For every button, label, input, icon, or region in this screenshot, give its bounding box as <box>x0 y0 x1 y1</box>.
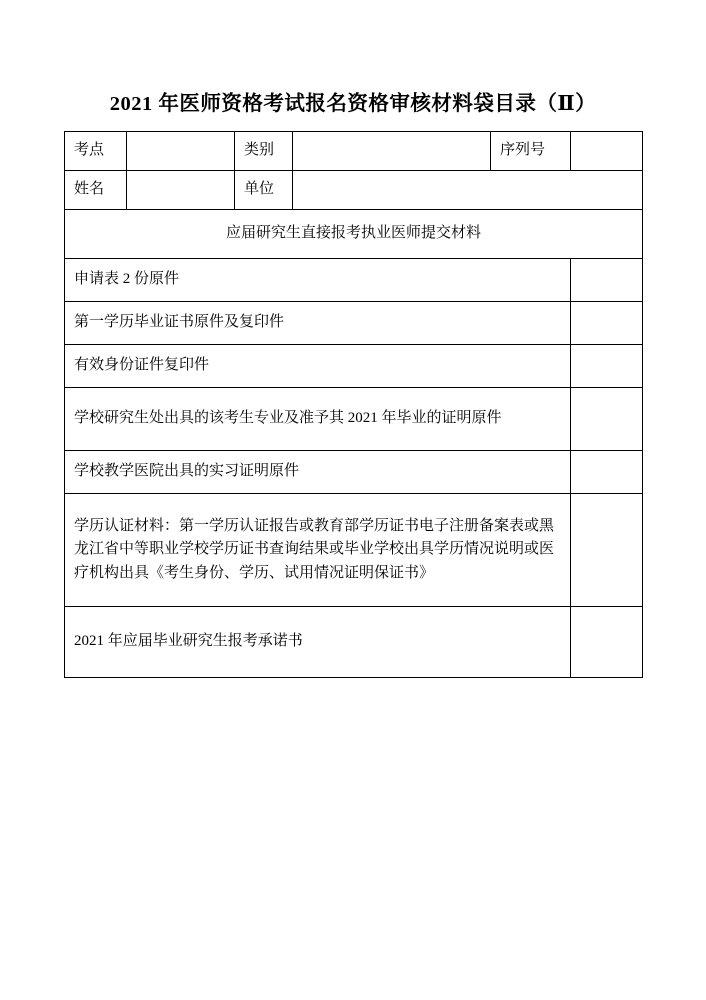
section-title: 应届研究生直接报考执业医师提交材料 <box>65 210 643 259</box>
item-label: 有效身份证件复印件 <box>65 345 571 388</box>
item-check[interactable] <box>571 302 643 345</box>
item-check[interactable] <box>571 451 643 494</box>
name-value[interactable] <box>127 171 235 210</box>
item-check[interactable] <box>571 388 643 451</box>
table-row <box>65 345 643 388</box>
serial-label: 序列号 <box>491 132 571 171</box>
item-label: 学校研究生处出具的该考生专业及准予其 2021 年毕业的证明原件 <box>65 388 571 451</box>
name-label: 姓名 <box>65 171 127 210</box>
item-label: 学校教学医院出具的实习证明原件 <box>65 451 571 494</box>
table-row <box>65 210 643 259</box>
table-row <box>65 302 643 345</box>
item-check[interactable] <box>571 494 643 607</box>
item-label: 2021 年应届毕业研究生报考承诺书 <box>65 607 571 678</box>
exam-site-value[interactable] <box>127 132 235 171</box>
item-check[interactable] <box>571 345 643 388</box>
unit-value[interactable] <box>293 171 643 210</box>
exam-site-label: 考点 <box>65 132 127 171</box>
table-row <box>65 259 643 302</box>
page-title: 2021 年医师资格考试报名资格审核材料袋目录（Ⅱ） <box>109 93 597 115</box>
table-row <box>65 388 643 451</box>
table-row <box>65 607 643 678</box>
item-label: 申请表 2 份原件 <box>65 259 571 302</box>
item-check[interactable] <box>571 607 643 678</box>
table-row <box>65 132 643 171</box>
table-row <box>65 451 643 494</box>
item-check[interactable] <box>571 259 643 302</box>
materials-checklist-table <box>64 131 643 678</box>
category-value[interactable] <box>293 132 491 171</box>
item-label: 学历认证材料：第一学历认证报告或教育部学历证书电子注册备案表或黑龙江省中等职业学校学历证书查询结果或毕业学校出具学历情况说明或医疗机构出具《考生身份、学历、试用情况证明保证书》 <box>65 494 571 607</box>
table-row <box>65 494 643 607</box>
unit-label: 单位 <box>235 171 293 210</box>
category-label: 类别 <box>235 132 293 171</box>
serial-value[interactable] <box>571 132 643 171</box>
table-row <box>65 171 643 210</box>
item-label: 第一学历毕业证书原件及复印件 <box>65 302 571 345</box>
